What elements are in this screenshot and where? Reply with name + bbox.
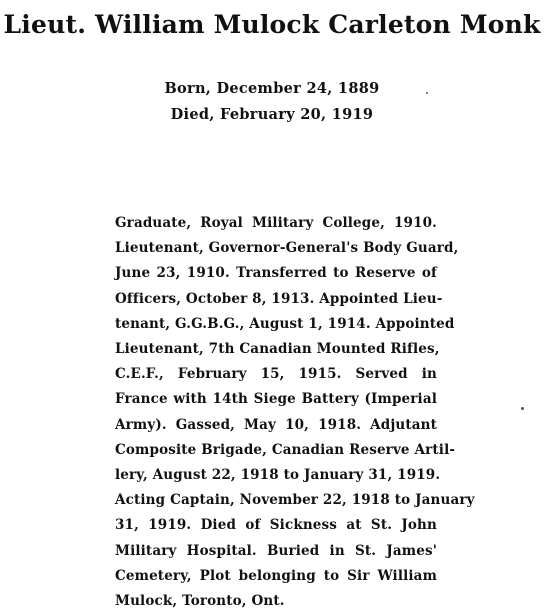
death-date: Died, February 20, 1919 bbox=[170, 106, 374, 123]
biography-line: Graduate, Royal Military College, 1910. bbox=[115, 215, 437, 231]
biography-paragraph bbox=[115, 211, 475, 614]
biography-line: June 23, 1910. Transferred to Reserve of bbox=[115, 265, 437, 282]
biography-line: tenant, G.G.B.G., August 1, 1914. Appointed bbox=[115, 315, 455, 332]
biography-line: Lieutenant, 7th Canadian Mounted Rifles, bbox=[115, 341, 440, 358]
biography-line: Army). Gassed, May 10, 1918. Adjutant bbox=[115, 416, 437, 433]
biography-line: C.E.F., February 15, 1915. Served in bbox=[115, 366, 437, 383]
biography-line: Composite Brigade, Canadian Reserve Artil- bbox=[115, 441, 456, 458]
biography-line: Acting Captain, November 22, 1918 to January bbox=[115, 492, 475, 509]
biography-line: Military Hospital. Buried in St. James' bbox=[115, 542, 437, 559]
scan-speck bbox=[426, 92, 428, 94]
biography-line: France with 14th Siege Battery (Imperial bbox=[115, 391, 437, 408]
page-title: Lieut. William Mulock Carleton Monk bbox=[3, 10, 541, 39]
birth-date: Born, December 24, 1889 bbox=[164, 80, 380, 97]
biography-line: Lieutenant, Governor-General's Body Guard, bbox=[115, 240, 459, 257]
biography-line: lery, August 22, 1918 to January 31, 1919. bbox=[115, 467, 441, 484]
scan-speck bbox=[521, 407, 524, 410]
biography-line: Mulock, Toronto, Ont. bbox=[115, 593, 285, 610]
biography-line: 31, 1919. Died of Sickness at St. John bbox=[115, 517, 437, 534]
biography-line: Officers, October 8, 1913. Appointed Lieu- bbox=[115, 290, 443, 307]
biography-line: Cemetery, Plot belonging to Sir William bbox=[115, 567, 437, 584]
dates-block bbox=[0, 76, 544, 128]
